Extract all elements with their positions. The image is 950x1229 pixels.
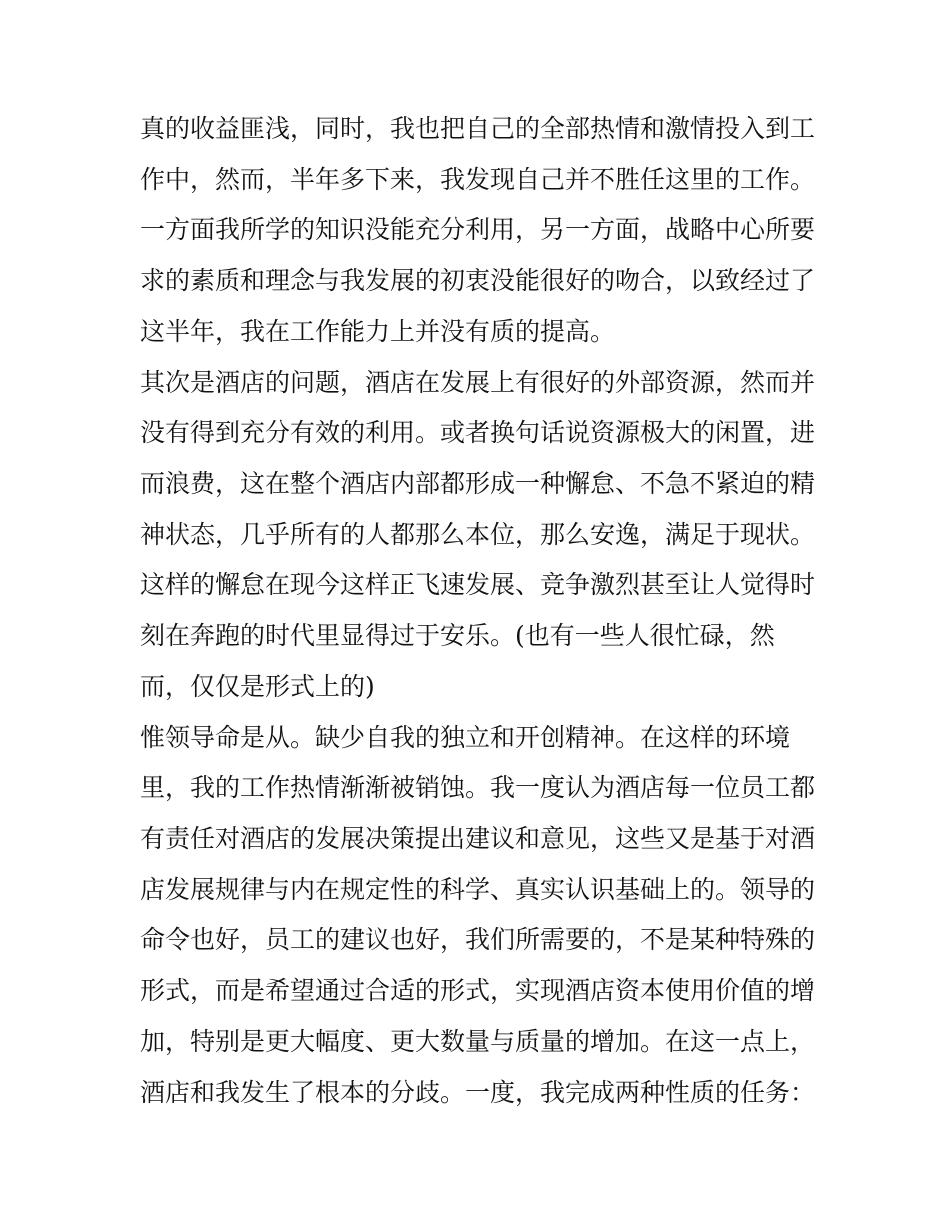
text-line: 神状态，几乎所有的人都那么本位，那么安逸，满足于现状。	[140, 520, 816, 549]
text-line: 有责任对酒店的发展决策提出建议和意见，这些又是基于对酒	[140, 824, 816, 853]
text-line: 一方面我所学的知识没能充分利用，另一方面，战略中心所要	[140, 215, 816, 244]
text-line: 惟领导命是从。缺少自我的独立和开创精神。在这样的环境	[140, 723, 791, 752]
text-line: 而浪费，这在整个酒店内部都形成一种懈怠、不急不紧迫的精	[140, 469, 816, 498]
text-line: 真的收益匪浅，同时，我也把自己的全部热情和激情投入到工	[140, 114, 816, 143]
text-line: 店发展规律与内在规定性的科学、真实认识基础上的。领导的	[140, 875, 816, 904]
text-line: 作中，然而，半年多下来，我发现自己并不胜任这里的工作。	[140, 165, 816, 194]
text-line: 形式，而是希望通过合适的形式，实现酒店资本使用价值的增	[140, 976, 816, 1005]
text-line: 加，特别是更大幅度、更大数量与质量的增加。在这一点上，	[140, 1027, 816, 1056]
text-line: 其次是酒店的问题，酒店在发展上有很好的外部资源，然而并	[140, 368, 816, 397]
text-line: 而，仅仅是形式上的)	[140, 672, 375, 701]
text-line: 酒店和我发生了根本的分歧。一度，我完成两种性质的任务：	[140, 1078, 816, 1107]
text-line: 求的素质和理念与我发展的初衷没能很好的吻合，以致经过了	[140, 266, 816, 295]
text-line: 里，我的工作热情渐渐被销蚀。我一度认为酒店每一位员工都	[140, 773, 816, 802]
text-line: 这样的懈怠在现今这样正飞速发展、竞争激烈甚至让人觉得时	[140, 570, 816, 599]
text-line: 命令也好，员工的建议也好，我们所需要的，不是某种特殊的	[140, 925, 816, 954]
text-line: 刻在奔跑的时代里显得过于安乐。(也有一些人很忙碌，然	[140, 621, 775, 650]
text-line: 没有得到充分有效的利用。或者换句话说资源极大的闲置，进	[140, 418, 816, 447]
text-line: 这半年，我在工作能力上并没有质的提高。	[140, 317, 616, 346]
